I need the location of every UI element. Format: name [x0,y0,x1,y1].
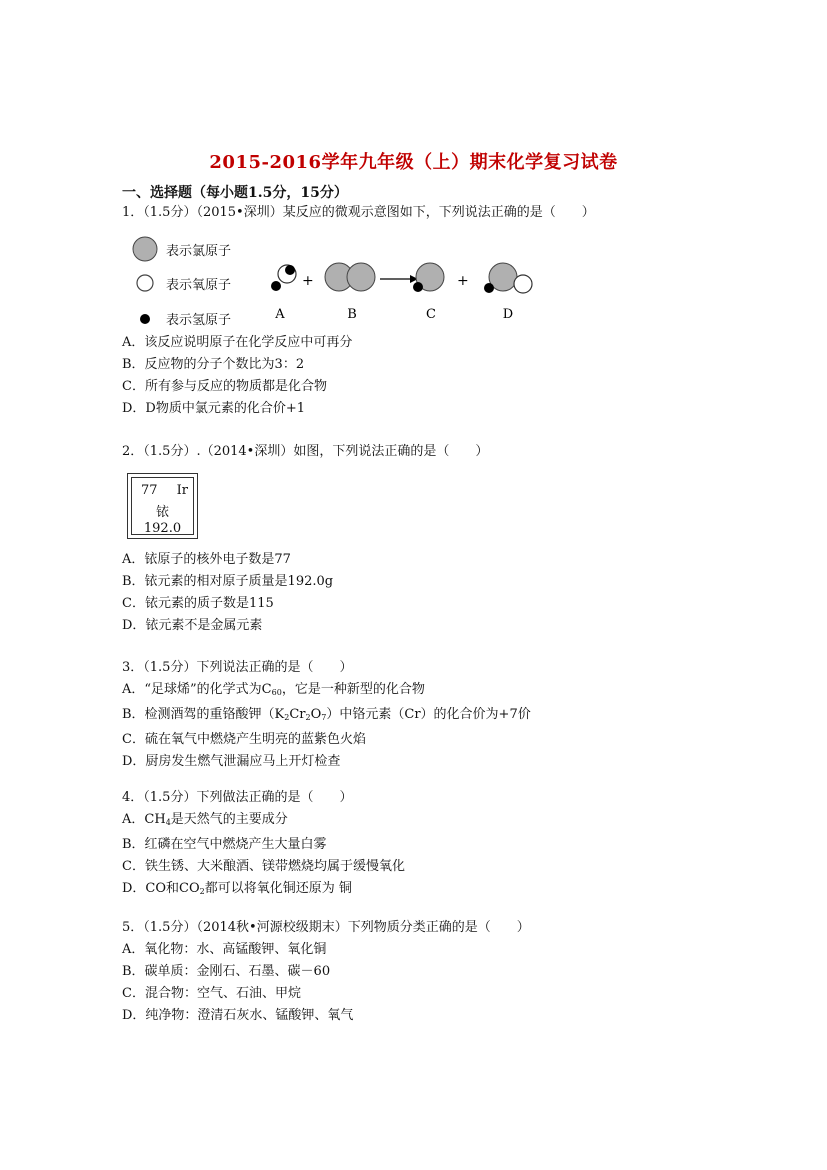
question-3-stem: 3．（1.5分）下列说法正确的是（ ） [122,660,353,675]
q5-option-a: A．氧化物：水、高锰酸钾、氧化铜 [122,942,327,957]
label-a: A [275,307,285,322]
q2-option-a: A．铱原子的核外电子数是77 [122,552,291,567]
question-2-stem: 2．（1.5分）.（2014•深圳）如图，下列说法正确的是（ ） [122,444,489,459]
q3-option-a: A．“足球烯”的化学式为$C_{60}$，它是一种新型的化合物 [122,682,425,697]
molecule-d-icon [484,263,532,293]
molecule-c-icon [413,263,444,292]
label-c: C [426,307,436,322]
label-d: D [502,307,514,322]
q1-option-b: B．反应物的分子个数比为3：2 [122,357,305,372]
q4-option-c: C．铁生锈、大米酿酒、镁带燃烧均属于缓慢氧化 [122,859,405,874]
question-1-stem: 1．（1.5分）（2015•深圳）某反应的微观示意图如下，下列说法正确的是（ ） [122,205,595,220]
q2-option-d: D．铱元素不是金属元素 [122,618,263,633]
question-3 [122,657,531,773]
question-2-options [122,549,333,637]
oxygen-atom-icon [132,273,158,293]
legend-chlorine: 表示氯原子 [132,236,231,262]
q4-option-a: A．$CH_4$是天然气的主要成分 [122,812,288,827]
q5-option-d: D．纯净物：澄清石灰水、锰酸钾、氧气 [122,1008,354,1023]
plus-sign: + [457,273,469,289]
molecule-b-icon [325,263,375,291]
molecule-a-icon [271,265,296,291]
reaction-arrow-icon [380,275,418,283]
q3-option-d: D．厨房发生燃气泄漏应马上开灯检查 [122,754,341,769]
element-symbol: Ir [176,483,188,498]
q3-option-b: B．检测酒驾的重铬酸钾$(K_2Cr_2O_7)$中铬元素（Cr）的化合价为+7价 [122,707,531,722]
legend-hydrogen: 表示氢原子 [132,309,231,328]
legend-oxygen: 表示氧原子 [132,273,231,293]
question-4-stem: 4．（1.5分）下列做法正确的是（ ） [122,790,353,805]
atomic-mass: 192.0 [143,521,182,536]
question-4 [122,787,405,903]
element-name: 铱 [155,505,169,520]
q1-option-a: A．该反应说明原子在化学反应中可再分 [122,335,353,350]
label-b: B [347,307,357,322]
question-1-options [122,332,352,420]
atomic-number: 77 [141,483,158,498]
q5-option-b: B．碳单质：金刚石、石墨、碳－60 [122,964,331,979]
exam-title: 2015-2016学年九年级（上）期末化学复习试卷 [209,152,618,173]
q4-option-b: B．红磷在空气中燃烧产生大量白雾 [122,837,327,852]
q3-option-c: C．硫在氧气中燃烧产生明亮的蓝紫色火焰 [122,732,366,747]
q1-option-d: D．D物质中氯元素的化合价+1 [122,401,306,416]
q2-option-c: C．铱元素的质子数是115 [122,596,274,611]
plus-sign: + [302,273,314,289]
q1-option-c: C．所有参与反应的物质都是化合物 [122,379,327,394]
q4-option-d: D．CO和$CO_2$都可以将氧化铜还原为 铜 [122,881,352,896]
reaction-diagram [260,258,550,328]
question-5-stem: 5．（1.5分）（2014秋•河源校级期末）下列物质分类正确的是（ ） [122,920,530,935]
question-5 [122,917,530,1027]
chlorine-atom-icon [132,236,158,262]
hydrogen-atom-icon [132,313,158,325]
element-card [127,473,198,539]
section-heading: 一、选择题（每小题1.5分，15分） [122,185,348,201]
q5-option-c: C．混合物：空气、石油、甲烷 [122,986,301,1001]
q2-option-b: B．铱元素的相对原子质量是192.0g [122,574,334,589]
